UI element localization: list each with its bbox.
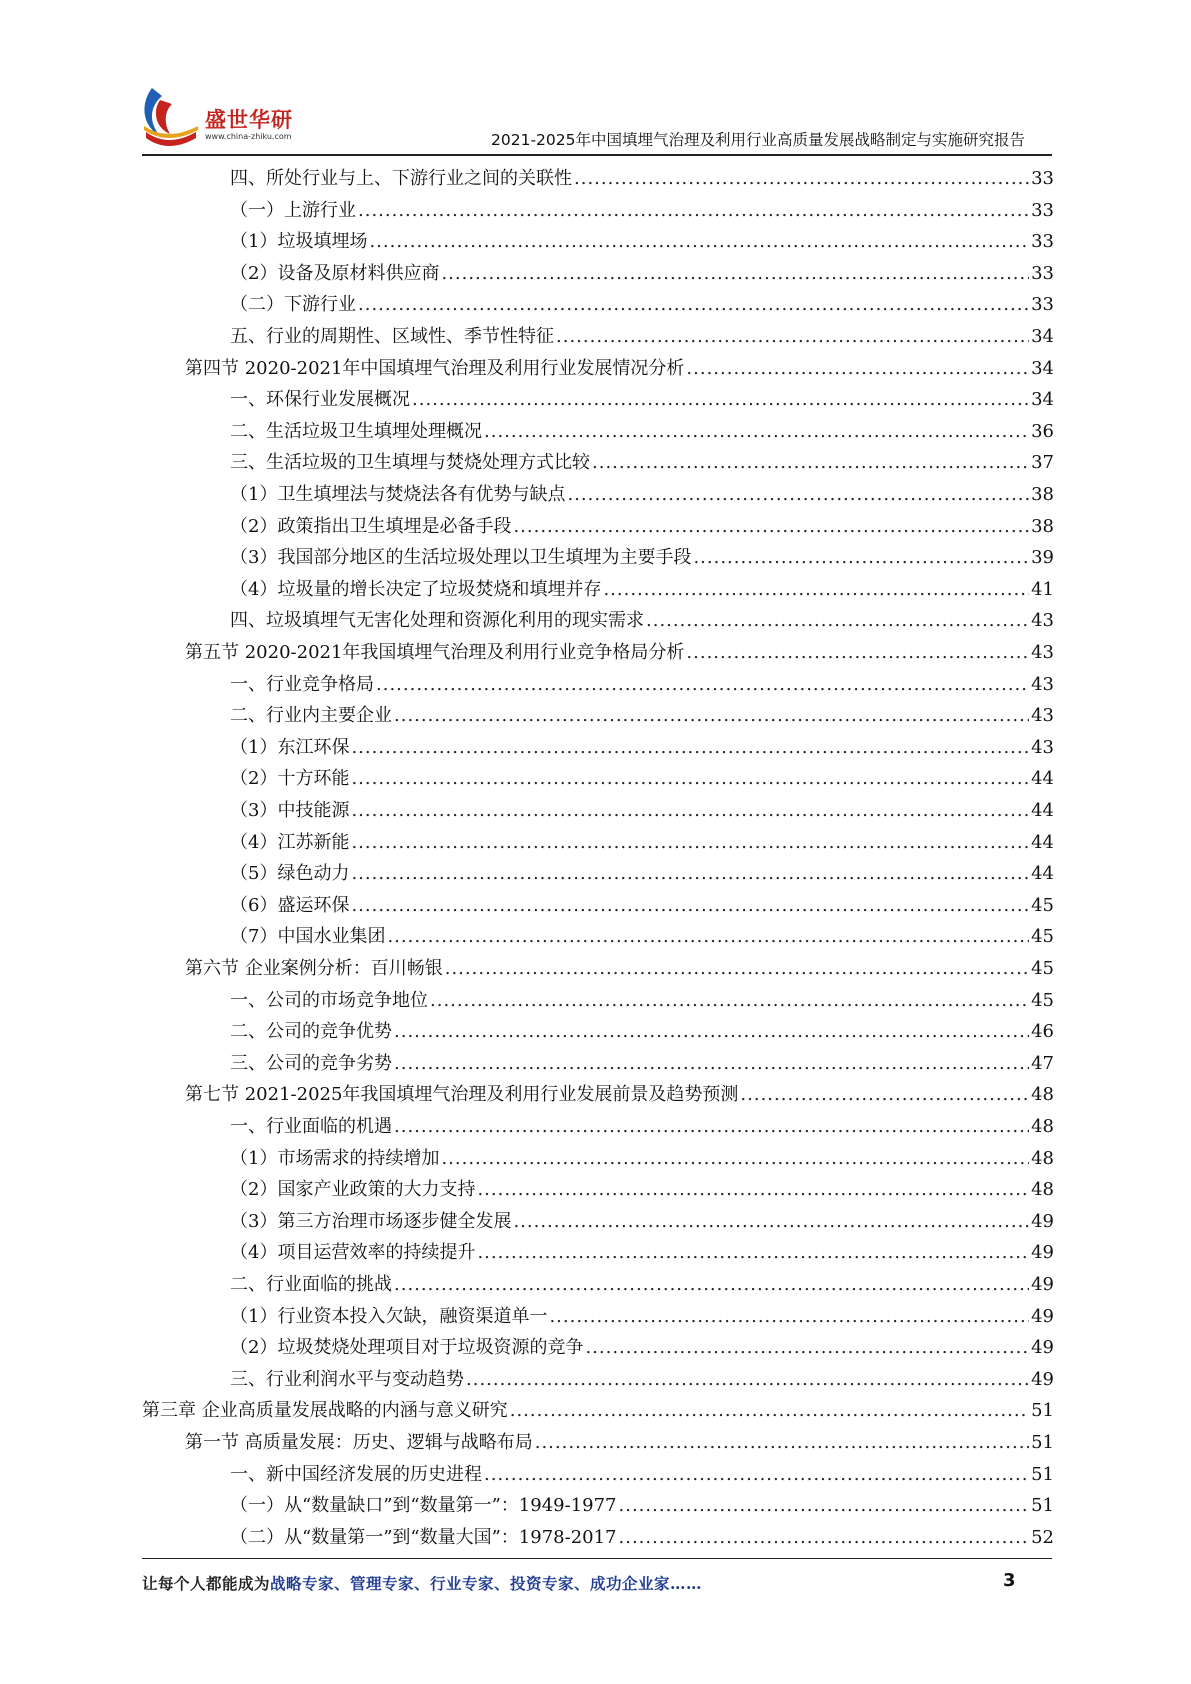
toc-entry[interactable]: [230, 1298, 1054, 1328]
toc-entry[interactable]: [230, 887, 1054, 917]
toc-entry-label: 二、行业内主要企业: [230, 705, 392, 727]
toc-entry[interactable]: [230, 286, 1054, 316]
toc-entry-page: 48: [1031, 1147, 1054, 1169]
toc-entry[interactable]: [230, 1519, 1054, 1549]
toc-entry-label: （3）第三方治理市场逐步健全发展: [230, 1210, 512, 1232]
toc-entry-page: 45: [1031, 958, 1054, 979]
toc-leader-dots: [484, 1464, 1029, 1486]
slogan-lead: 让每个人都能成为: [142, 1574, 271, 1593]
slogan-roles: 战略专家、管理专家、行业专家、投资专家、成功企业家……: [270, 1574, 703, 1593]
toc-entry[interactable]: [142, 1392, 1054, 1422]
toc-entry-page: 49: [1031, 1337, 1054, 1359]
toc-entry[interactable]: [230, 602, 1054, 632]
toc-entry-label: 二、生活垃圾卫生填埋处理概况: [230, 420, 482, 442]
toc-entry-page: 37: [1031, 452, 1054, 474]
toc-entry[interactable]: [230, 381, 1054, 411]
toc-leader-dots: [351, 863, 1029, 885]
toc-entry-label: （2）十方环能: [230, 768, 350, 790]
toc-leader-dots: [394, 1021, 1029, 1043]
toc-entry-label: （4）项目运营效率的持续提升: [230, 1242, 476, 1264]
toc-leader-dots: [510, 1400, 1029, 1422]
page-number: 3: [1003, 1570, 1016, 1591]
toc-leader-dots: [686, 358, 1029, 380]
toc-entry-page: 49: [1031, 1305, 1054, 1327]
toc-entry[interactable]: [185, 1424, 1054, 1454]
toc-entry-label: 三、行业利润水平与变动趋势: [230, 1368, 464, 1390]
toc-entry-page: 43: [1031, 736, 1054, 758]
footer-divider: [142, 1558, 1052, 1559]
toc-entry[interactable]: [230, 918, 1054, 948]
toc-entry-page: 49: [1031, 1210, 1054, 1232]
toc-entry-page: 45: [1031, 989, 1054, 1011]
toc-entry-label: （2）国家产业政策的大力支持: [230, 1179, 476, 1201]
toc-entry-page: 52: [1031, 1526, 1054, 1548]
toc-leader-dots: [394, 1116, 1029, 1138]
toc-entry[interactable]: [230, 1140, 1054, 1170]
toc-entry[interactable]: [230, 192, 1054, 222]
toc-entry-page: 47: [1031, 1052, 1054, 1074]
toc-entry-label: （2）设备及原材料供应商: [230, 262, 440, 284]
toc-entry-label: 第四节 2020-2021年中国填埋气治理及利用行业发展情况分析: [185, 357, 685, 379]
toc-entry-label: （1）市场需求的持续增加: [230, 1147, 440, 1169]
toc-leader-dots: [441, 1148, 1029, 1170]
toc-leader-dots: [351, 737, 1029, 759]
toc-leader-dots: [351, 832, 1029, 854]
toc-entry-page: 51: [1031, 1432, 1054, 1453]
toc-entry-page: 49: [1031, 1274, 1054, 1295]
toc-leader-dots: [567, 484, 1029, 506]
toc-entry-label: （1）卫生填埋法与焚烧法各有优势与缺点: [230, 484, 566, 505]
toc-entry-page: 38: [1031, 484, 1054, 505]
toc-entry-label: （5）绿色动力: [230, 863, 350, 885]
toc-entry-label: 三、生活垃圾的卫生填埋与焚烧处理方式比较: [230, 452, 590, 474]
toc-leader-dots: [535, 1432, 1029, 1454]
toc-entry-label: 四、垃圾填埋气无害化处理和资源化利用的现实需求: [230, 610, 644, 632]
toc-leader-dots: [351, 800, 1029, 822]
toc-entry-page: 33: [1031, 294, 1054, 316]
toc-entry-label: （3）我国部分地区的生活垃圾处理以卫生填埋为主要手段: [230, 547, 692, 569]
toc-entry[interactable]: [230, 255, 1054, 285]
toc-entry-page: 46: [1031, 1021, 1054, 1043]
toc-entry[interactable]: [185, 350, 1054, 380]
toc-entry-label: （一）上游行业: [230, 199, 356, 221]
toc-entry[interactable]: [230, 1203, 1054, 1233]
toc-entry-label: 二、公司的竞争优势: [230, 1021, 392, 1043]
toc-leader-dots: [646, 610, 1029, 632]
toc-entry-page: 45: [1031, 894, 1054, 916]
toc-entry[interactable]: [230, 318, 1054, 348]
toc-entry[interactable]: [230, 1329, 1054, 1359]
toc-entry-page: 43: [1031, 705, 1054, 727]
toc-entry-label: 第三章 企业高质量发展战略的内涵与意义研究: [142, 1400, 508, 1422]
toc-entry-page: 48: [1031, 1116, 1054, 1137]
toc-entry-page: 45: [1031, 926, 1054, 948]
toc-leader-dots: [369, 231, 1029, 253]
toc-entry-page: 43: [1031, 673, 1054, 695]
toc-entry[interactable]: [230, 666, 1054, 696]
toc-entry-label: 一、新中国经济发展的历史进程: [230, 1463, 482, 1485]
toc-entry-label: （2）政策指出卫生填埋是必备手段: [230, 515, 512, 537]
toc-entry[interactable]: [230, 444, 1054, 474]
footer-slogan: [142, 1572, 702, 1594]
toc-leader-dots: [619, 1495, 1030, 1517]
toc-entry[interactable]: [185, 1076, 1054, 1106]
toc-entry-page: 49: [1031, 1242, 1054, 1264]
toc-entry[interactable]: [230, 223, 1054, 253]
toc-entry[interactable]: [230, 855, 1054, 885]
toc-entry-label: 三、公司的竞争劣势: [230, 1052, 392, 1074]
toc-entry-label: 一、环保行业发展概况: [230, 389, 410, 411]
toc-entry-label: （4）江苏新能: [230, 831, 350, 853]
toc-entry-page: 49: [1031, 1368, 1054, 1390]
toc-entry-label: （二）下游行业: [230, 294, 356, 316]
toc-leader-dots: [585, 1337, 1029, 1359]
toc-leader-dots: [430, 990, 1029, 1012]
toc-leader-dots: [513, 516, 1029, 538]
toc-entry-page: 48: [1031, 1179, 1054, 1201]
toc-leader-dots: [351, 768, 1029, 790]
toc-leader-dots: [394, 705, 1029, 727]
toc-entry-page: 36: [1031, 420, 1054, 442]
toc-entry[interactable]: [230, 1234, 1054, 1264]
toc-entry-page: 44: [1031, 831, 1054, 853]
toc-entry[interactable]: [185, 634, 1054, 664]
toc-leader-dots: [394, 1274, 1029, 1296]
toc-entry[interactable]: [230, 760, 1054, 790]
toc-entry-label: （1）东江环保: [230, 736, 350, 758]
toc-leader-dots: [603, 579, 1029, 601]
toc-entry-label: 一、行业竞争格局: [230, 673, 374, 695]
toc-entry-label: （1）垃圾填埋场: [230, 231, 368, 253]
toc-entry-label: 第六节 企业案例分析：百川畅银: [185, 958, 443, 979]
toc-entry-page: 33: [1031, 168, 1054, 189]
toc-leader-dots: [477, 1242, 1029, 1264]
toc-leader-dots: [619, 1527, 1030, 1549]
report-title: 2021-2025年中国填埋气治理及利用行业高质量发展战略制定与实施研究报告: [491, 131, 1025, 149]
toc-entry-page: 33: [1031, 231, 1054, 253]
toc-leader-dots: [412, 389, 1029, 411]
toc-entry-label: （二）从“数量第一”到“数量大国”：1978-2017: [230, 1526, 617, 1548]
toc-leader-dots: [351, 895, 1029, 917]
toc-entry[interactable]: [230, 697, 1054, 727]
toc-leader-dots: [387, 926, 1029, 948]
toc-entry-label: 一、行业面临的机遇: [230, 1116, 392, 1137]
toc-leader-dots: [394, 1053, 1029, 1075]
toc-leader-dots: [592, 452, 1029, 474]
toc-entry-label: 第五节 2020-2021年我国填埋气治理及利用行业竞争格局分析: [185, 642, 685, 663]
toc-leader-dots: [445, 958, 1029, 980]
toc-entry[interactable]: [230, 792, 1054, 822]
toc-entry-page: 38: [1031, 515, 1054, 537]
toc-entry[interactable]: [230, 1013, 1054, 1043]
toc-leader-dots: [513, 1211, 1029, 1233]
toc-entry[interactable]: [230, 1456, 1054, 1486]
toc-entry-label: （6）盛运环保: [230, 894, 350, 916]
toc-entry-label: （2）垃圾焚烧处理项目对于垃圾资源的竞争: [230, 1337, 584, 1359]
toc-entry-label: 第一节 高质量发展：历史、逻辑与战略布局: [185, 1432, 533, 1453]
toc-entry[interactable]: [230, 1108, 1054, 1138]
toc-entry-page: 34: [1031, 389, 1054, 411]
toc-entry[interactable]: [230, 1171, 1054, 1201]
toc-leader-dots: [693, 547, 1029, 569]
toc-entry[interactable]: [230, 1045, 1054, 1075]
toc-entry-page: 48: [1031, 1084, 1054, 1106]
toc-entry-page: 43: [1031, 642, 1054, 663]
toc-entry[interactable]: [230, 571, 1054, 601]
toc-entry[interactable]: [230, 1487, 1054, 1517]
toc-entry-page: 34: [1031, 326, 1054, 347]
toc-leader-dots: [358, 294, 1029, 316]
toc-entry[interactable]: [230, 539, 1054, 569]
toc-entry[interactable]: [185, 950, 1054, 980]
toc-leader-dots: [556, 326, 1029, 348]
header-divider: [142, 154, 1052, 156]
toc-entry-page: 41: [1031, 578, 1054, 600]
toc-entry[interactable]: [230, 1266, 1054, 1296]
toc-entry-page: 33: [1031, 199, 1054, 221]
toc-leader-dots: [574, 168, 1029, 190]
toc-leader-dots: [686, 642, 1029, 664]
toc-leader-dots: [484, 421, 1029, 443]
toc-leader-dots: [477, 1179, 1029, 1201]
toc-entry-label: 二、行业面临的挑战: [230, 1274, 392, 1295]
toc-entry-label: （7）中国水业集团: [230, 926, 386, 948]
toc-entry[interactable]: [230, 729, 1054, 759]
toc-entry-label: （一）从“数量缺口”到“数量第一”：1949-1977: [230, 1495, 617, 1517]
logo-name: 盛世华研: [205, 108, 293, 132]
toc-entry[interactable]: [230, 508, 1054, 538]
toc-entry-page: 44: [1031, 768, 1054, 790]
toc-entry-page: 51: [1031, 1495, 1054, 1517]
toc-entry-page: 33: [1031, 262, 1054, 284]
toc-entry-page: 51: [1031, 1463, 1054, 1485]
toc-entry[interactable]: [230, 982, 1054, 1012]
toc-entry-label: （1）行业资本投入欠缺，融资渠道单一: [230, 1305, 548, 1327]
toc-leader-dots: [376, 674, 1029, 696]
toc-entry-page: 34: [1031, 357, 1054, 379]
toc-entry-page: 44: [1031, 863, 1054, 885]
toc-entry-page: 51: [1031, 1400, 1054, 1422]
toc-entry-label: 五、行业的周期性、区域性、季节性特征: [230, 326, 554, 347]
toc-entry-label: （3）中技能源: [230, 800, 350, 821]
toc-entry-label: 四、所处行业与上、下游行业之间的关联性: [230, 168, 572, 189]
toc-entry-label: 一、公司的市场竞争地位: [230, 989, 428, 1011]
toc-entry[interactable]: [230, 476, 1054, 506]
toc-entry-page: 44: [1031, 800, 1054, 821]
toc-leader-dots: [466, 1369, 1029, 1391]
toc-entry[interactable]: [230, 413, 1054, 443]
toc-leader-dots: [358, 200, 1029, 222]
toc-leader-dots: [441, 263, 1029, 285]
toc-entry[interactable]: [230, 1361, 1054, 1391]
toc-leader-dots: [740, 1084, 1029, 1106]
toc-entry-page: 39: [1031, 547, 1054, 569]
toc-entry-label: 第七节 2021-2025年我国填埋气治理及利用行业发展前景及趋势预测: [185, 1084, 739, 1106]
toc-entry[interactable]: [230, 824, 1054, 854]
toc-leader-dots: [549, 1306, 1029, 1328]
page-header: [0, 0, 1191, 160]
toc-entry-page: 43: [1031, 610, 1054, 632]
toc-entry-label: （4）垃圾量的增长决定了垃圾焚烧和填埋并存: [230, 578, 602, 600]
toc-entry[interactable]: [230, 160, 1054, 190]
logo-url: www.china-zhiku.com: [205, 132, 292, 141]
